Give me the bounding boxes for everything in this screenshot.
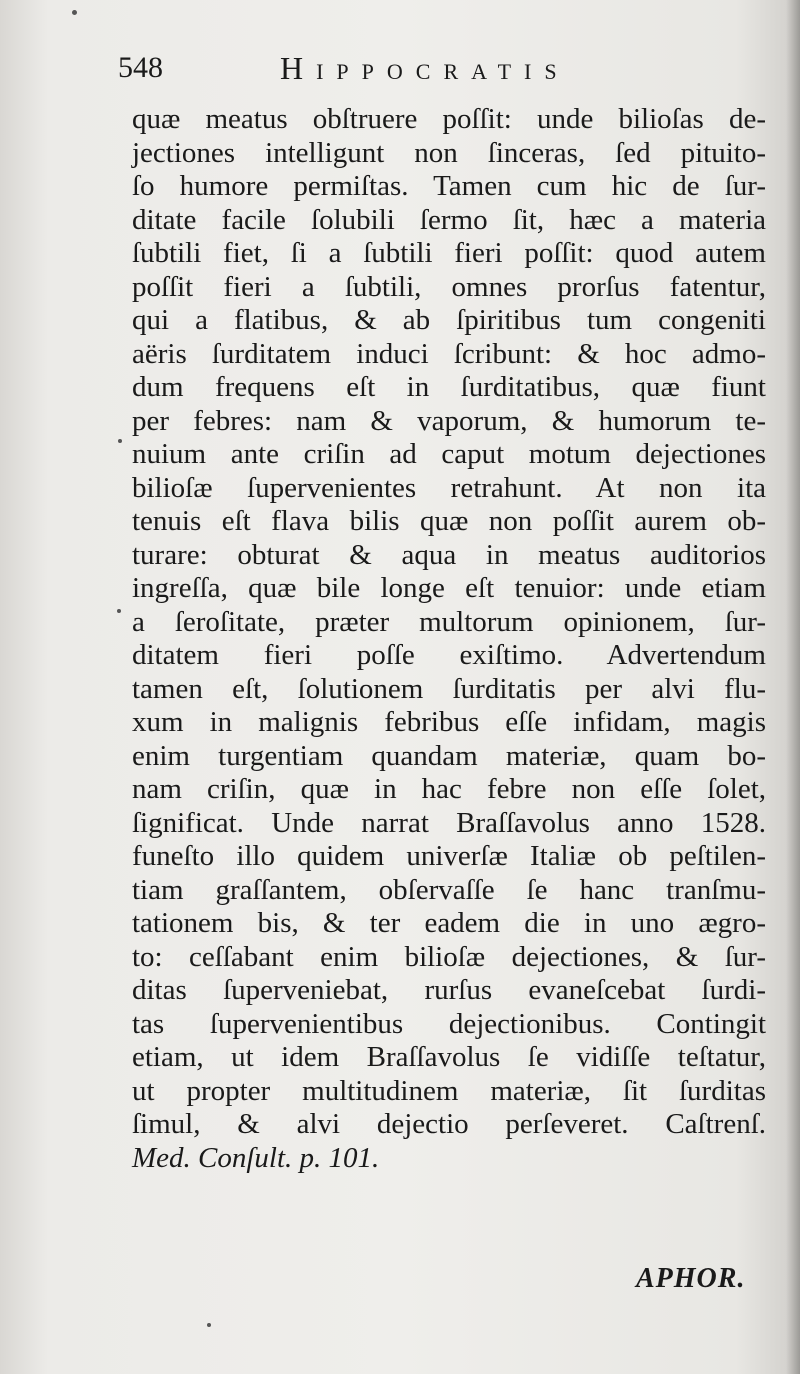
- text-line: a ſeroſitate, præter multorum opinionem, ſur-: [132, 605, 766, 638]
- text-line: ſimul, & alvi dejectio perſeveret. Caſtrenſ.: [132, 1108, 766, 1140]
- text-line: enim turgentiam quandam materiæ, quam bo-: [132, 739, 766, 772]
- text-line: nuium ante criſin ad caput motum dejectiones: [132, 438, 766, 470]
- text-line: to: ceſſabant enim bilioſæ dejectiones, & ſur-: [132, 940, 766, 973]
- text-line: ſignificat. Unde narrat Braſſavolus anno 1528.: [132, 806, 766, 839]
- text-line: per febres: nam & vaporum, & humorum te-: [132, 404, 766, 437]
- citation-text: Med. Conſult. p. 101.: [132, 1141, 380, 1174]
- body-text: [132, 103, 766, 1175]
- text-line: ſubtili fiet, ſi a ſubtili fieri poſſit: quod autem: [132, 237, 766, 269]
- text-line: funeſto illo quidem univerſæ Italiæ ob peſtilen-: [132, 840, 766, 872]
- text-line: quæ meatus obſtruere poſſit: unde bilioſas de-: [132, 103, 766, 135]
- ink-speck: [72, 10, 77, 15]
- catchword: APHOR.: [636, 1263, 746, 1294]
- citation-line: [132, 1142, 766, 1176]
- text-line: tiam graſſantem, obſervaſſe ſe hanc tranſmu-: [132, 873, 766, 906]
- page-header: [118, 48, 638, 88]
- ink-speck: [207, 1323, 211, 1327]
- text-line: dum frequens eſt in ſurditatibus, quæ fiunt: [132, 371, 766, 403]
- ink-speck: [118, 439, 122, 443]
- text-line: tenuis eſt flava bilis quæ non poſſit aurem ob-: [132, 505, 766, 537]
- text-line: tas ſupervenientibus dejectionibus. Contingit: [132, 1007, 766, 1040]
- text-line: tamen eſt, ſolutionem ſurditatis per alvi flu-: [132, 672, 766, 705]
- running-head: Hippocratis: [280, 50, 570, 86]
- page-number: 548: [118, 51, 163, 84]
- text-line: tationem bis, & ter eadem die in uno ægro-: [132, 907, 766, 939]
- text-line: ſo humore permiſtas. Tamen cum hic de ſur-: [132, 170, 766, 202]
- text-line: bilioſæ ſupervenientes retrahunt. At non ita: [132, 471, 766, 504]
- text-line: turare: obturat & aqua in meatus auditorios: [132, 538, 766, 571]
- text-line: ditatem fieri poſſe exiſtimo. Advertendum: [132, 639, 766, 671]
- text-line: aëris ſurditatem induci ſcribunt: & hoc admo-: [132, 337, 766, 370]
- text-line: ingreſſa, quæ bile longe eſt tenuior: unde etiam: [132, 572, 766, 604]
- text-line: xum in malignis febribus eſſe infidam, magis: [132, 706, 766, 738]
- text-line: ditas ſuperveniebat, rurſus evaneſcebat ſurdi-: [132, 974, 766, 1006]
- ink-speck: [117, 609, 121, 613]
- text-line: ut propter multitudinem materiæ, ſit ſurditas: [132, 1074, 766, 1107]
- page-edge-shadow: [786, 0, 800, 1374]
- text-line: jectiones intelligunt non ſinceras, ſed pituito-: [132, 136, 766, 169]
- text-line: etiam, ut idem Braſſavolus ſe vidiſſe teſtatur,: [132, 1041, 766, 1073]
- text-line: nam criſin, quæ in hac febre non eſſe ſolet,: [132, 773, 766, 805]
- text-line: qui a flatibus, & ab ſpiritibus tum congeniti: [132, 304, 766, 336]
- text-line: ditate facile ſolubili ſermo ſit, hæc a materia: [132, 203, 766, 236]
- text-line: poſſit fieri a ſubtili, omnes prorſus fatentur,: [132, 270, 766, 303]
